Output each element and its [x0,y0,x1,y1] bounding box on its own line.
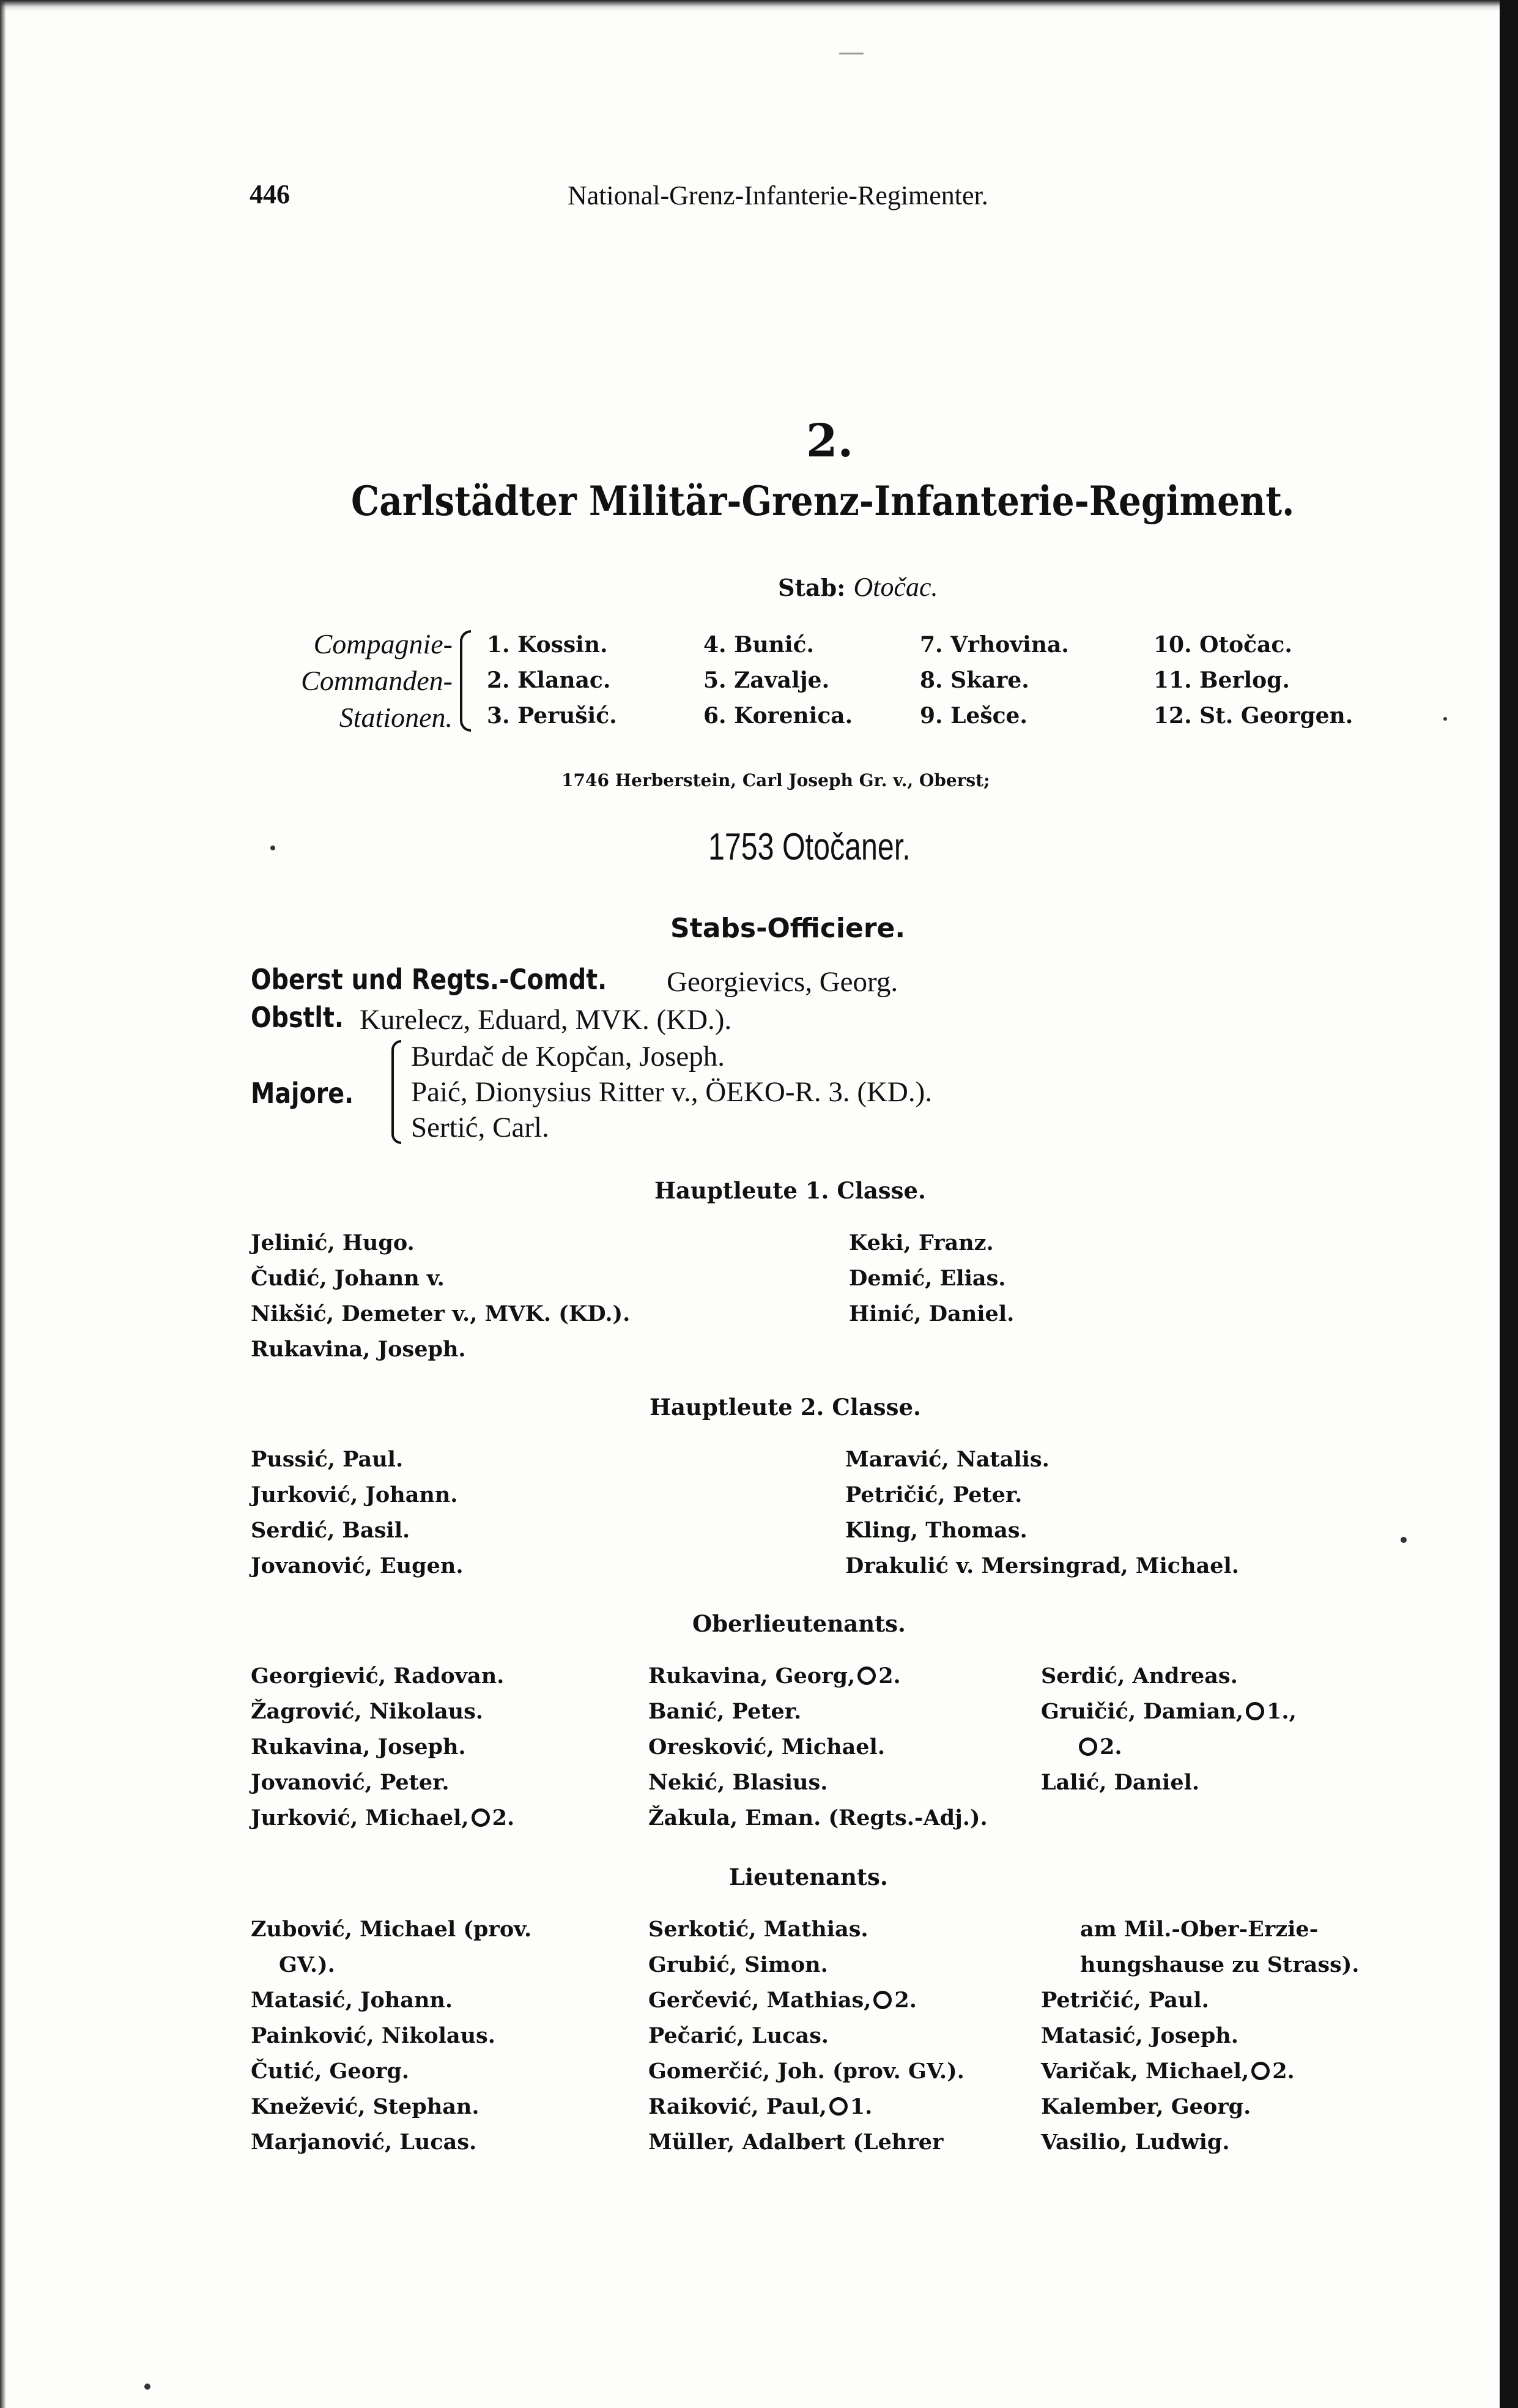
station: 2. Klanac. [487,667,611,693]
order-circle-icon [873,1991,892,2009]
stations-label-line2: Commanden- [301,665,453,696]
stations-label-line1: Compagnie- [313,628,453,660]
officer-name: Painković, Nikolaus. [251,2023,495,2048]
officer-name: Jovanović, Peter. [251,1770,450,1795]
officer-name: Pussić, Paul. [251,1447,404,1472]
officer-name: Lalić, Daniel. [1041,1770,1200,1795]
stab-label: Stab: [778,574,846,601]
regiment-title: Carlstädter Militär-Grenz-Infanterie-Regiment. [351,477,1295,525]
officer-name: Banić, Peter. [648,1699,802,1724]
order-circle-icon [857,1667,876,1685]
rank-oberst: Oberst und Regts.-Comdt. [251,963,607,996]
officer-name: Čutić, Georg. [251,2059,410,2084]
officer-name: Marjanović, Lucas. [251,2130,477,2155]
officer-name: Rukavina, Joseph. [251,1734,466,1760]
officer-name: Hinić, Daniel. [849,1301,1015,1326]
officer-name: Rukavina, Joseph. [251,1337,466,1362]
rank-majore: Majore. [251,1077,354,1110]
officer-name: Gerčević, Mathias, 2. [648,1988,917,2013]
section-title-hauptleute-2: Hauptleute 2. Classe. [650,1394,921,1421]
officer-name: GV.). [279,1952,335,1977]
officer-name: Keki, Franz. [849,1230,994,1255]
scan-speck [1443,717,1447,721]
officer-name: Burdač de Kopčan, Joseph. [411,1041,725,1072]
year-title: 1753 Otočaner. [708,826,911,868]
page-number: 446 [250,179,290,209]
station: 7. Vrhovina. [920,632,1069,658]
majore-brace [391,1040,401,1144]
order-circle-icon [1079,1737,1097,1756]
officer-name: Žagrović, Nikolaus. [251,1699,483,1724]
officer-name: Matasić, Joseph. [1041,2023,1238,2048]
section-title-lieutenants: Lieutenants. [729,1864,888,1890]
running-title: National-Grenz-Infanterie-Regimenter. [568,180,988,210]
station: 4. Bunić. [703,632,815,658]
officer-name: Grubić, Simon. [648,1952,828,1977]
officer-name: Vasilio, Ludwig. [1041,2130,1230,2155]
officer-name: Čudić, Johann v. [251,1266,445,1291]
station: 1. Kossin. [487,632,608,658]
order-circle-icon [472,1808,490,1827]
officer-name-continuation: hungshause zu Strass). [1080,1952,1360,1977]
officer-name-continuation: am Mil.-Ober-Erzie- [1080,1917,1319,1942]
officer-name: Žakula, Eman. (Regts.-Adj.). [648,1805,988,1830]
owner-line: 1746 Herberstein, Carl Joseph Gr. v., Oberst; [561,770,990,790]
officer-name: Rukavina, Georg, 2. [648,1663,901,1689]
officer-name: Knežević, Stephan. [251,2094,479,2119]
station: 12. St. Georgen. [1153,703,1353,729]
scan-speck [144,2384,150,2390]
officer-name: Raiković, Paul, 1. [648,2094,873,2119]
order-circle-icon [1251,2062,1270,2080]
officer-name: Zubović, Michael (prov. [251,1917,532,1942]
station: 5. Zavalje. [703,667,830,693]
order-circle-icon [829,2097,848,2116]
station: 6. Korenica. [703,703,853,729]
stations-label-line3: Stationen. [339,702,453,733]
officer-name: Drakulić v. Mersingrad, Michael. [845,1553,1239,1578]
officer-name: Gomerčić, Joh. (prov. GV.). [648,2059,964,2084]
officer-name: Sertić, Carl. [411,1112,549,1143]
stab-value: Otočac. [853,572,938,602]
page-edge-shadow-left [0,0,6,2408]
section-title-stabs-officiere: Stabs-Officiere. [670,913,906,944]
officer-name: Serdić, Basil. [251,1518,410,1543]
rank-obstlt: Obstlt. [251,1001,344,1034]
station: 10. Otočac. [1153,632,1292,658]
scan-speck [270,845,275,850]
order-circle-icon [1246,1702,1264,1720]
stations-brace [460,630,471,732]
regiment-number: 2. [806,415,854,467]
station: 11. Berlog. [1153,667,1290,693]
section-title-hauptleute-1: Hauptleute 1. Classe. [654,1177,926,1204]
officer-name: Kurelecz, Eduard, MVK. (KD.). [360,1004,732,1036]
officer-name: Serdić, Andreas. [1041,1663,1238,1689]
officer-name: Pečarić, Lucas. [648,2023,829,2048]
officer-name: Serkotić, Mathias. [648,1917,868,1942]
section-title-oberlieutenants: Oberlieutenants. [692,1610,906,1637]
officer-name: Nekić, Blasius. [648,1770,828,1795]
officer-name-continuation: 2. [1076,1736,1122,1758]
officer-name: Petričić, Peter. [845,1482,1023,1507]
officer-name: Petričić, Paul. [1041,1988,1209,2013]
officer-name: Jurković, Johann. [251,1482,458,1507]
scan-speck [1401,1537,1407,1543]
station: 9. Lešce. [920,703,1027,729]
station: 8. Skare. [920,667,1029,693]
page-edge-shadow [0,0,1500,11]
officer-name: Nikšić, Demeter v., MVK. (KD.). [251,1301,631,1326]
officer-name: Kalember, Georg. [1041,2094,1251,2119]
officer-name: Kling, Thomas. [845,1518,1027,1543]
scan-speck [839,53,864,54]
officer-name: Gruičić, Damian, 1., [1041,1699,1297,1724]
station: 3. Perušić. [487,703,617,729]
officer-name: Georgiević, Radovan. [251,1663,505,1689]
officer-name: Matasić, Johann. [251,1988,453,2013]
stab-line [778,574,938,601]
officer-name: Paić, Dionysius Ritter v., ÖEKO-R. 3. (KD.). [411,1076,933,1108]
officer-name: Jurković, Michael, 2. [251,1805,515,1830]
officer-name: Demić, Elias. [849,1266,1006,1291]
officer-name: Georgievics, Georg. [667,966,898,998]
officer-name: Varičak, Michael, 2. [1041,2059,1295,2084]
officer-name: Jelinić, Hugo. [251,1230,415,1255]
officer-name: Müller, Adalbert (Lehrer [648,2130,944,2155]
officer-name: Jovanović, Eugen. [251,1553,464,1578]
officer-name: Maravić, Natalis. [845,1447,1050,1472]
officer-name: Oresković, Michael. [648,1734,886,1760]
